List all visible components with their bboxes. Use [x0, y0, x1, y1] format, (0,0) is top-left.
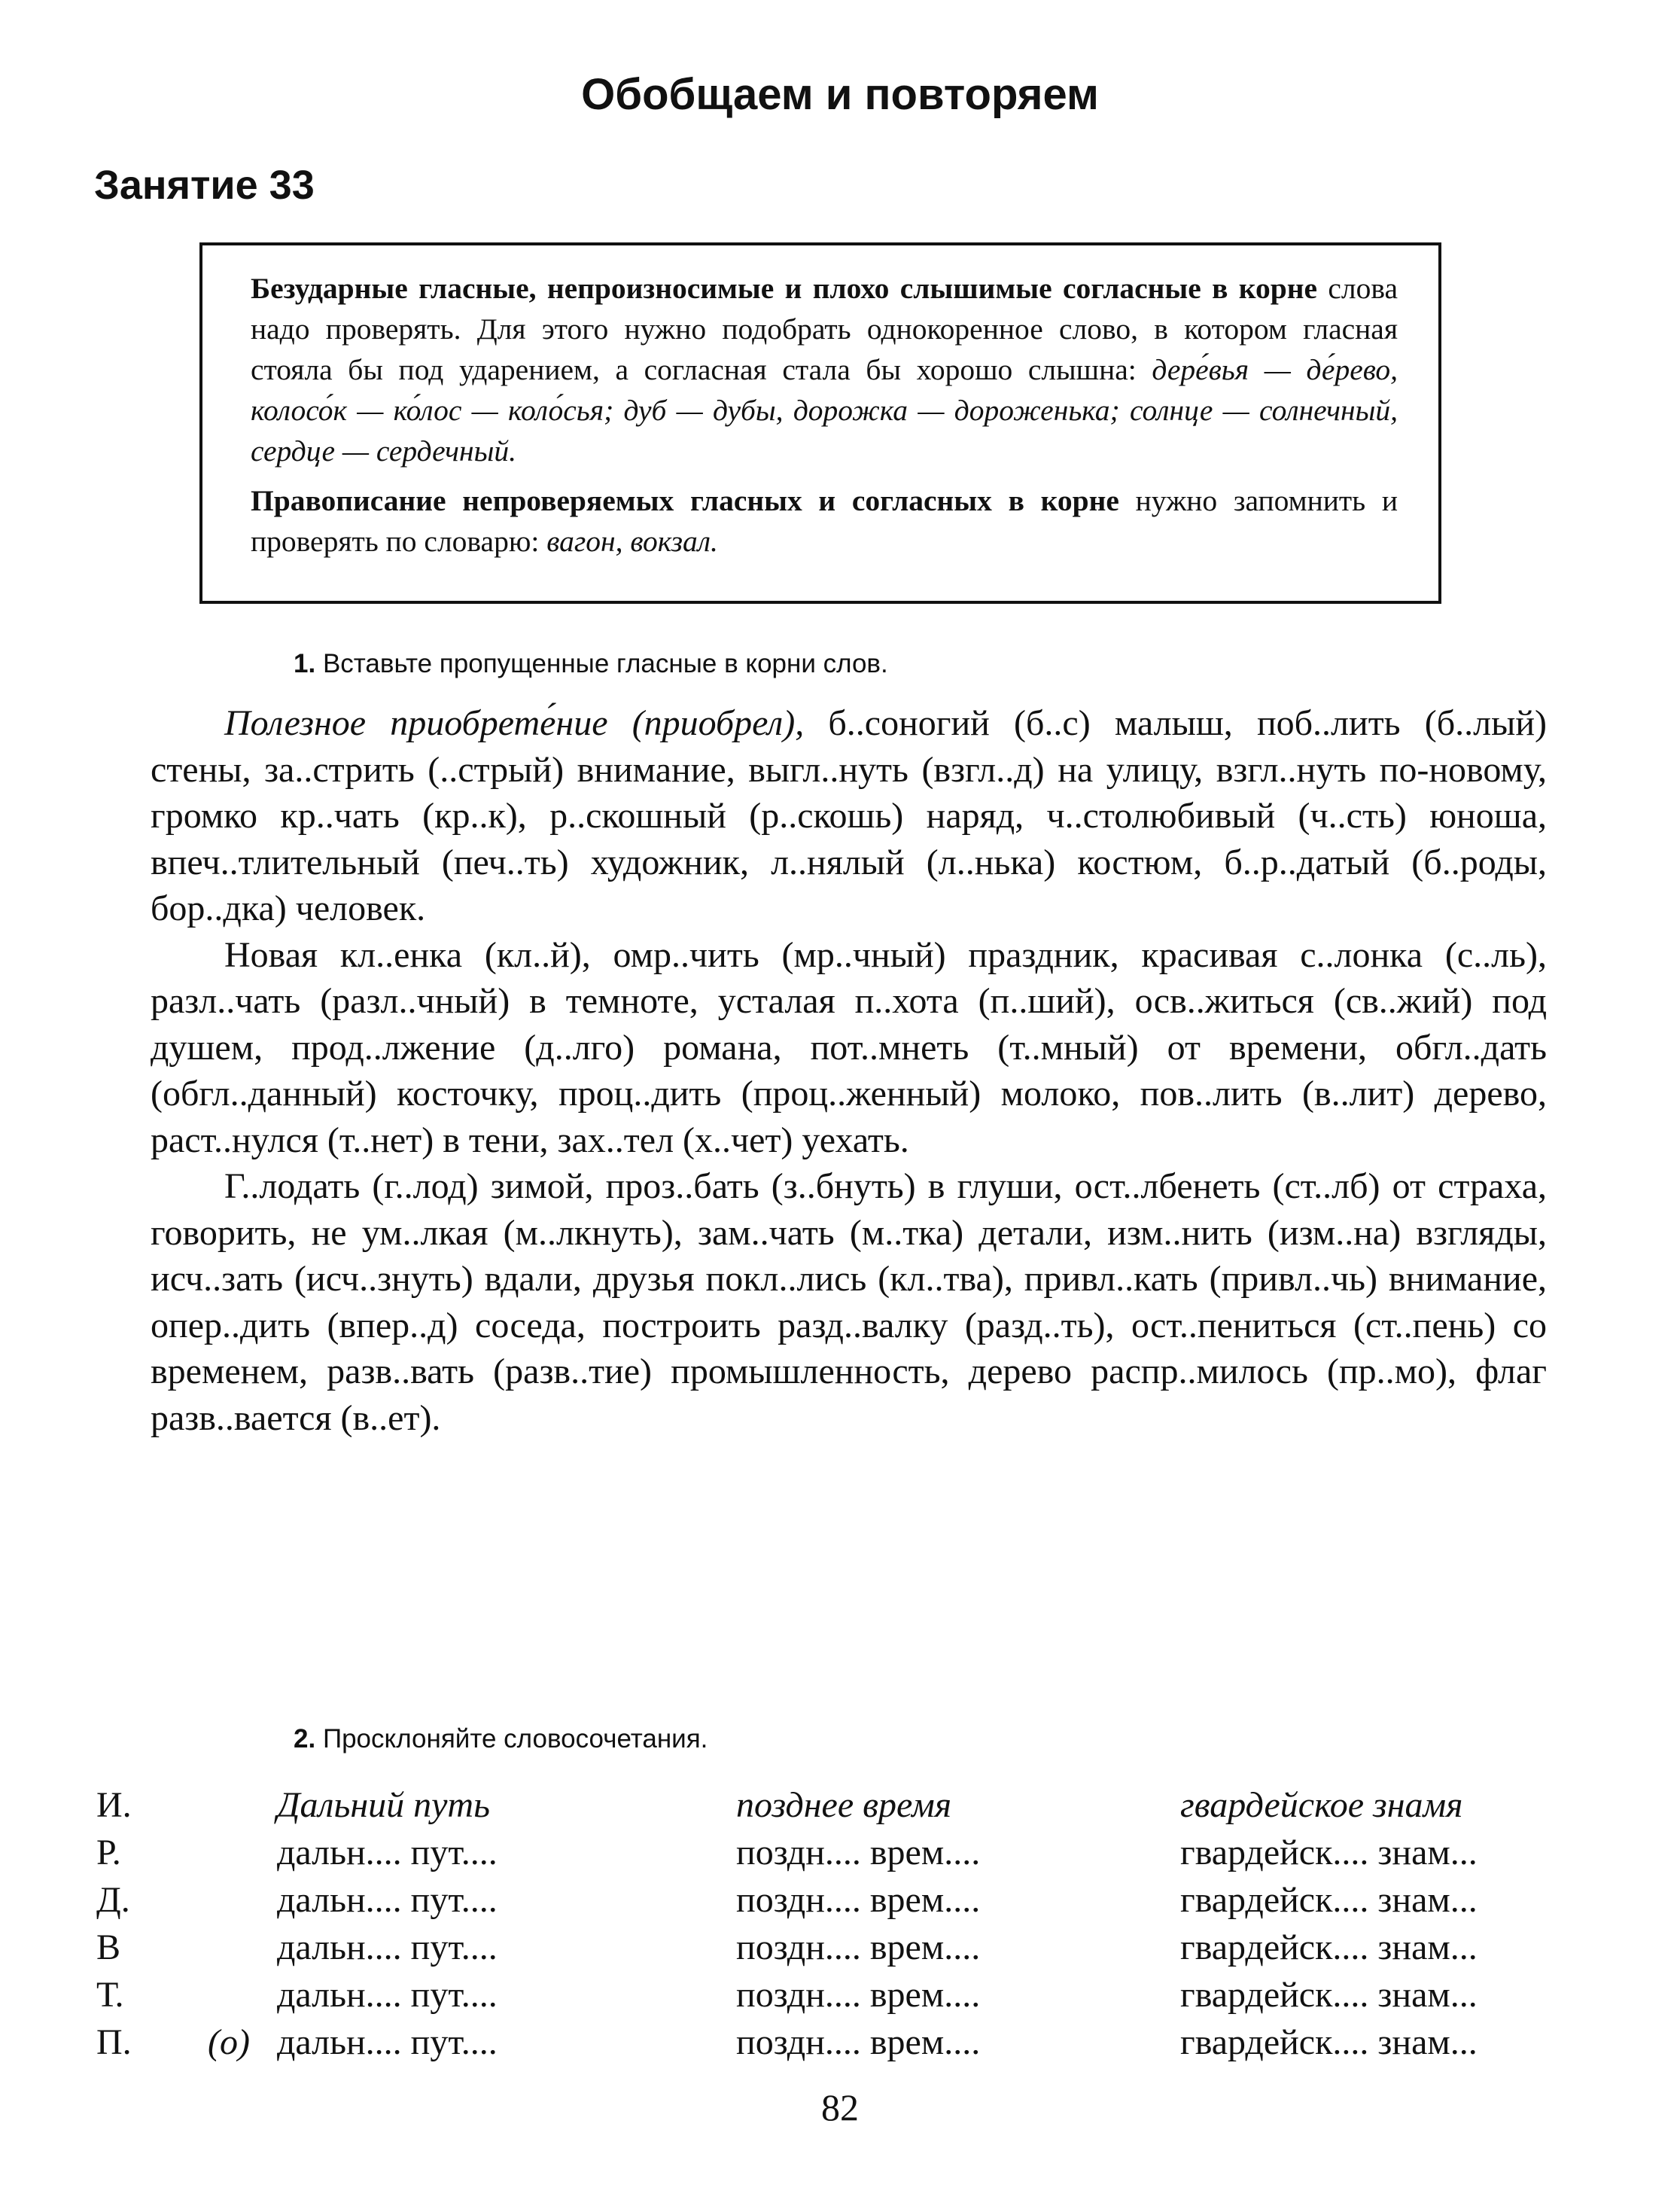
phrase-column-3: гвардейское знамя [1180, 1785, 1463, 1825]
rule-1-bold: Безударные гласные, непроизносимые и плохо слышимые согласные в корне [251, 272, 1318, 305]
phrase-column-3: гвардейск.... знам... [1180, 1975, 1478, 2015]
task-1-paragraph-2: Новая кл..енка (кл..й), омр..чить (мр..чный) праздник, красивая с..лонка (с..ль), разл..чать (разл..чный) в темноте, усталая п..хота (п..ший), осв..житься (св..жий) под душем, прод..лжение (д..лго) романа, пот..мнеть (т..мный) от времени, обгл..дать (обгл..данный) косточку, проц..дить (проц..женный) молоко, пов..лить (в..лит) дерево, раст..нулся (т..нет) в тени, зах..тел (х..чет) уехать. [151, 934, 1547, 1160]
phrase-column-3: гвардейск.... знам... [1180, 1880, 1478, 1920]
case-label: И. [96, 1785, 132, 1825]
declension-row [96, 1781, 1602, 1829]
declension-row [96, 1924, 1602, 1971]
rule-2-bold: Правописание непроверяемых гласных и согласных в корне [251, 484, 1119, 517]
phrase-column-3: гвардейск.... знам... [1180, 1833, 1478, 1872]
phrase-column-1: дальн.... пут.... [277, 1975, 498, 2015]
phrase-column-2: поздн.... врем.... [736, 2022, 981, 2062]
phrase-column-1: дальн.... пут.... [277, 1927, 498, 1967]
case-label: Р. [96, 1833, 121, 1872]
task-1-text [151, 700, 1547, 1441]
task-2-instruction: Просклоняйте словосочетания. [322, 1724, 708, 1753]
task-1-number: 1. [294, 649, 316, 678]
phrase-column-1: дальн.... пут.... [277, 1833, 498, 1872]
phrase-column-2: поздн.... врем.... [736, 1975, 981, 2015]
task-1-lead: Полезное приобрете́ние (приобрел), [224, 703, 805, 743]
declension-row [96, 1971, 1602, 2019]
phrase-column-3: гвардейск.... знам... [1180, 1927, 1478, 1967]
rule-1-plain: слова надо проверять. Для этого нужно подобрать однокоренное слово, в котором гласная стояла бы под ударением, а согласная стала бы хорошо слышна: [251, 272, 1398, 386]
case-label: П. [96, 2022, 132, 2062]
task-1-instruction: Вставьте пропущенные гласные в корни слов. [322, 649, 888, 678]
section-title: Обобщаем и повторяем [581, 70, 1099, 119]
task-1-paragraph-3: Г..лодать (г..лод) зимой, проз..бать (з..бнуть) в глуши, ост..лбенеть (ст..лб) от страха, говорить, не ум..лкая (м..лкнуть), зам..чать (м..тка) детали, изм..нить (изм..на) взгляды, исч..зать (исч..знуть) вдали, друзья покл..лись (кл..тва), привл..кать (привл..чь) внимание, опер..дить (впер..д) соседа, построить разд..валку (разд..ть), ост..пениться (ст..пень) со временем, разв..вать (разв..тие) промышленность, дерево распр..милось (пр..мо), флаг разв..вается (в..ет). [151, 1166, 1547, 1438]
lesson-title: Занятие 33 [94, 163, 315, 208]
rule-paragraph-2 [251, 480, 1398, 562]
case-label: Т. [96, 1975, 124, 2015]
phrase-column-1: Дальний путь [277, 1785, 490, 1825]
declension-row [96, 1829, 1602, 1876]
rule-1-examples: дере́вья — де́рево, колосо́к — ко́лос — коло́сья; дуб — дубы, дорожка — дороженька; солнце — солнечный, сердце — сердечный. [251, 353, 1398, 468]
phrase-column-1: дальн.... пут.... [277, 1880, 498, 1920]
phrase-column-2: позднее время [736, 1785, 952, 1825]
phrase-column-1: дальн.... пут.... [277, 2022, 498, 2062]
page-number: 82 [821, 2086, 859, 2128]
task-1-p1-rest: б..соногий (б..с) малыш, поб..лить (б..лый) стены, за..стрить (..стрый) внимание, выгл..нуть (взгл..д) на улицу, взгл..нуть по-новому, громко кр..чать (кр..к), р..скошный (р..скошь) наряд, ч..столюбивый (ч..сть) юноша, впеч..тлительный (печ..ть) художник, л..нялый (л..нька) костюм, б..р..датый (б..роды, бор..дка) человек. [151, 703, 1547, 928]
phrase-column-3: гвардейск.... знам... [1180, 2022, 1478, 2062]
rule-box [199, 242, 1441, 604]
case-label: Д. [96, 1880, 130, 1920]
task-1-paragraph-1 [151, 700, 1547, 932]
rule-paragraph-1 [251, 268, 1398, 471]
task-2-number: 2. [294, 1724, 316, 1753]
declension-table [96, 1781, 1602, 2066]
declension-row [96, 2019, 1602, 2066]
phrase-column-2: поздн.... врем.... [736, 1880, 981, 1920]
phrase-column-2: поздн.... врем.... [736, 1833, 981, 1872]
rule-2-plain: нужно запомнить и проверять по словарю: [251, 484, 1398, 558]
task-2-title [294, 1724, 708, 1754]
case-label: В [96, 1927, 121, 1967]
case-preposition: (о) [208, 2022, 250, 2062]
task-1-title [294, 649, 888, 679]
rule-2-examples: вагон, вокзал. [546, 525, 718, 558]
declension-row [96, 1876, 1602, 1924]
phrase-column-2: поздн.... врем.... [736, 1927, 981, 1967]
